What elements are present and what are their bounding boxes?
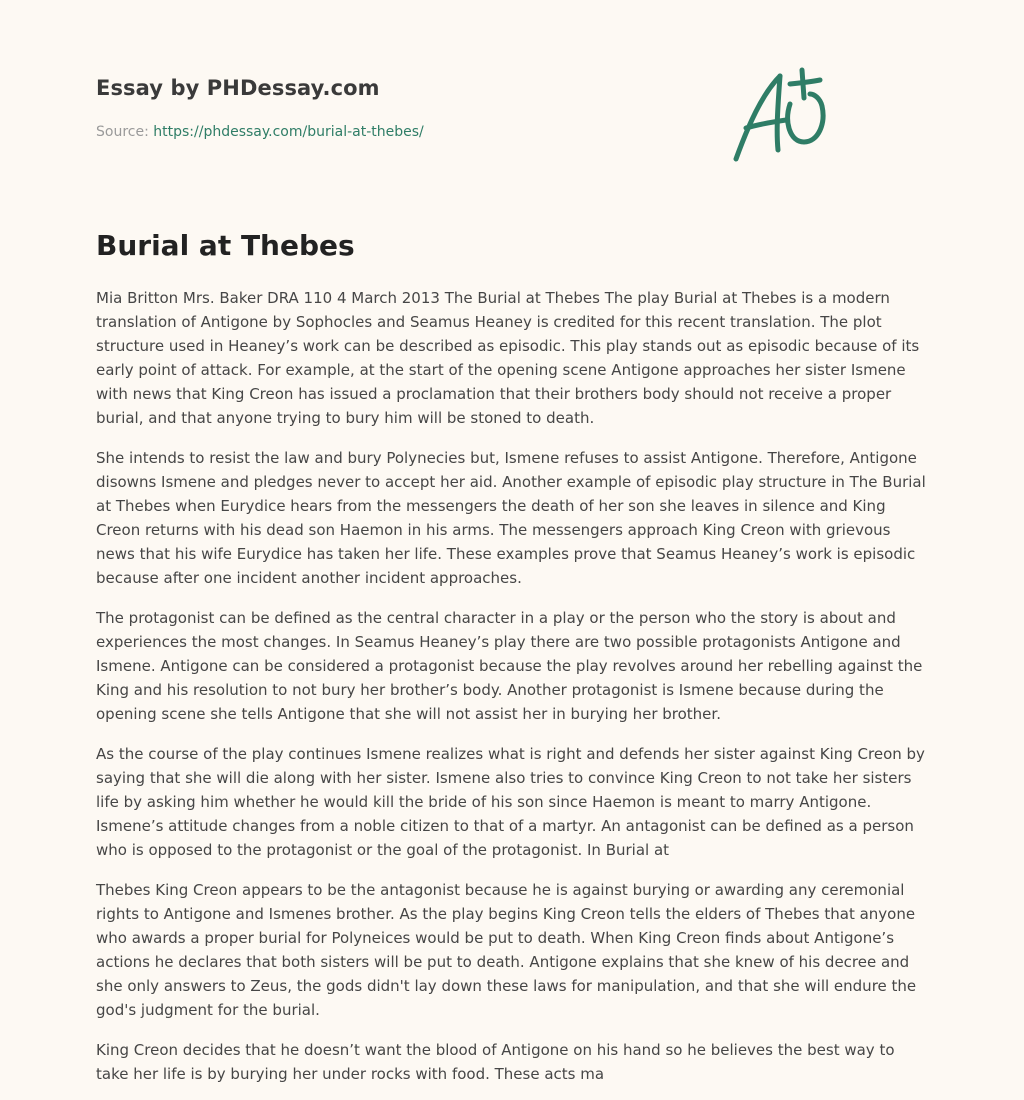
essay-paragraph: She intends to resist the law and bury Polynecies but, Ismene refuses to assist Antigone. Therefore, Antigone disowns Ismene and pledges never to accept her aid. Another example of episodic play structure in The Burial at Thebes when Eurydice hears from the messengers the death of her son she leaves in silence and King Creon returns with his dead son Haemon in his arms. The messengers approach King Creon with grievous news that his wife Eurydice has taken her life. These examples prove that Seamus Heaney’s work is episodic because after one incident another incident approaches. bbox=[96, 449, 926, 587]
essay-title: Burial at Thebes bbox=[96, 229, 355, 262]
essay-paragraph: The protagonist can be defined as the central character in a play or the person who the story is about and experiences the most changes. In Seamus Heaney’s play there are two possible protagonists Antigone and Ismene. Antigone can be considered a protagonist because the play revolves around her rebelling against the King and his resolution to not bury her brother’s body. Another protagonist is Ismene because during the opening scene she tells Antigone that she will not assist her in burying her brother. bbox=[96, 609, 923, 723]
essay-paragraph: As the course of the play continues Ismene realizes what is right and defends her sister against King Creon by saying that she will die along with her sister. Ismene also tries to convince King Creon to not take her sisters life by asking him whether he would kill the bride of his son since Haemon is meant to marry Antigone. Ismene’s attitude changes from a noble citizen to that of a martyr. An antagonist can be defined as a person who is opposed to the protagonist or the goal of the protagonist. In Burial at bbox=[96, 745, 925, 859]
essay-paragraph: Mia Britton Mrs. Baker DRA 110 4 March 2013 The Burial at Thebes The play Burial at Thebes is a modern translation of Antigone by Sophocles and Seamus Heaney is credited for this recent translation. The plot structure used in Heaney’s work can be described as episodic. This play stands out as episodic because of its early point of attack. For example, at the start of the opening scene Antigone approaches her sister Ismene with news that King Creon has issued a proclamation that their brothers body should not receive a proper burial, and that anyone trying to bury him will be stoned to death. bbox=[96, 289, 920, 427]
source-link[interactable]: https://phdessay.com/burial-at-thebes/ bbox=[153, 124, 424, 140]
a-plus-grade-icon bbox=[728, 64, 832, 168]
essay-paragraph: Thebes King Creon appears to be the antagonist because he is against burying or awarding any ceremonial rights to Antigone and Ismenes brother. As the play begins King Creon tells the elders of Thebes that anyone who awards a proper burial for Polyneices would be put to death. When King Creon finds about Antigone’s actions he declares that both sisters will be put to death. Antigone explains that she knew of his decree and she only answers to Zeus, the gods didn't lay down these laws for manipulation, and that she will endure the god's judgment for the burial. bbox=[96, 881, 917, 1019]
essay-body bbox=[96, 286, 928, 1086]
page-header bbox=[96, 0, 928, 200]
source-label: Source: bbox=[96, 124, 154, 140]
site-title: Essay by PHDessay.com bbox=[96, 76, 380, 100]
source-line bbox=[96, 124, 424, 140]
essay-paragraph: King Creon decides that he doesn’t want the blood of Antigone on his hand so he believes the best way to take her life is by burying her under rocks with food. These acts ma bbox=[96, 1041, 895, 1083]
